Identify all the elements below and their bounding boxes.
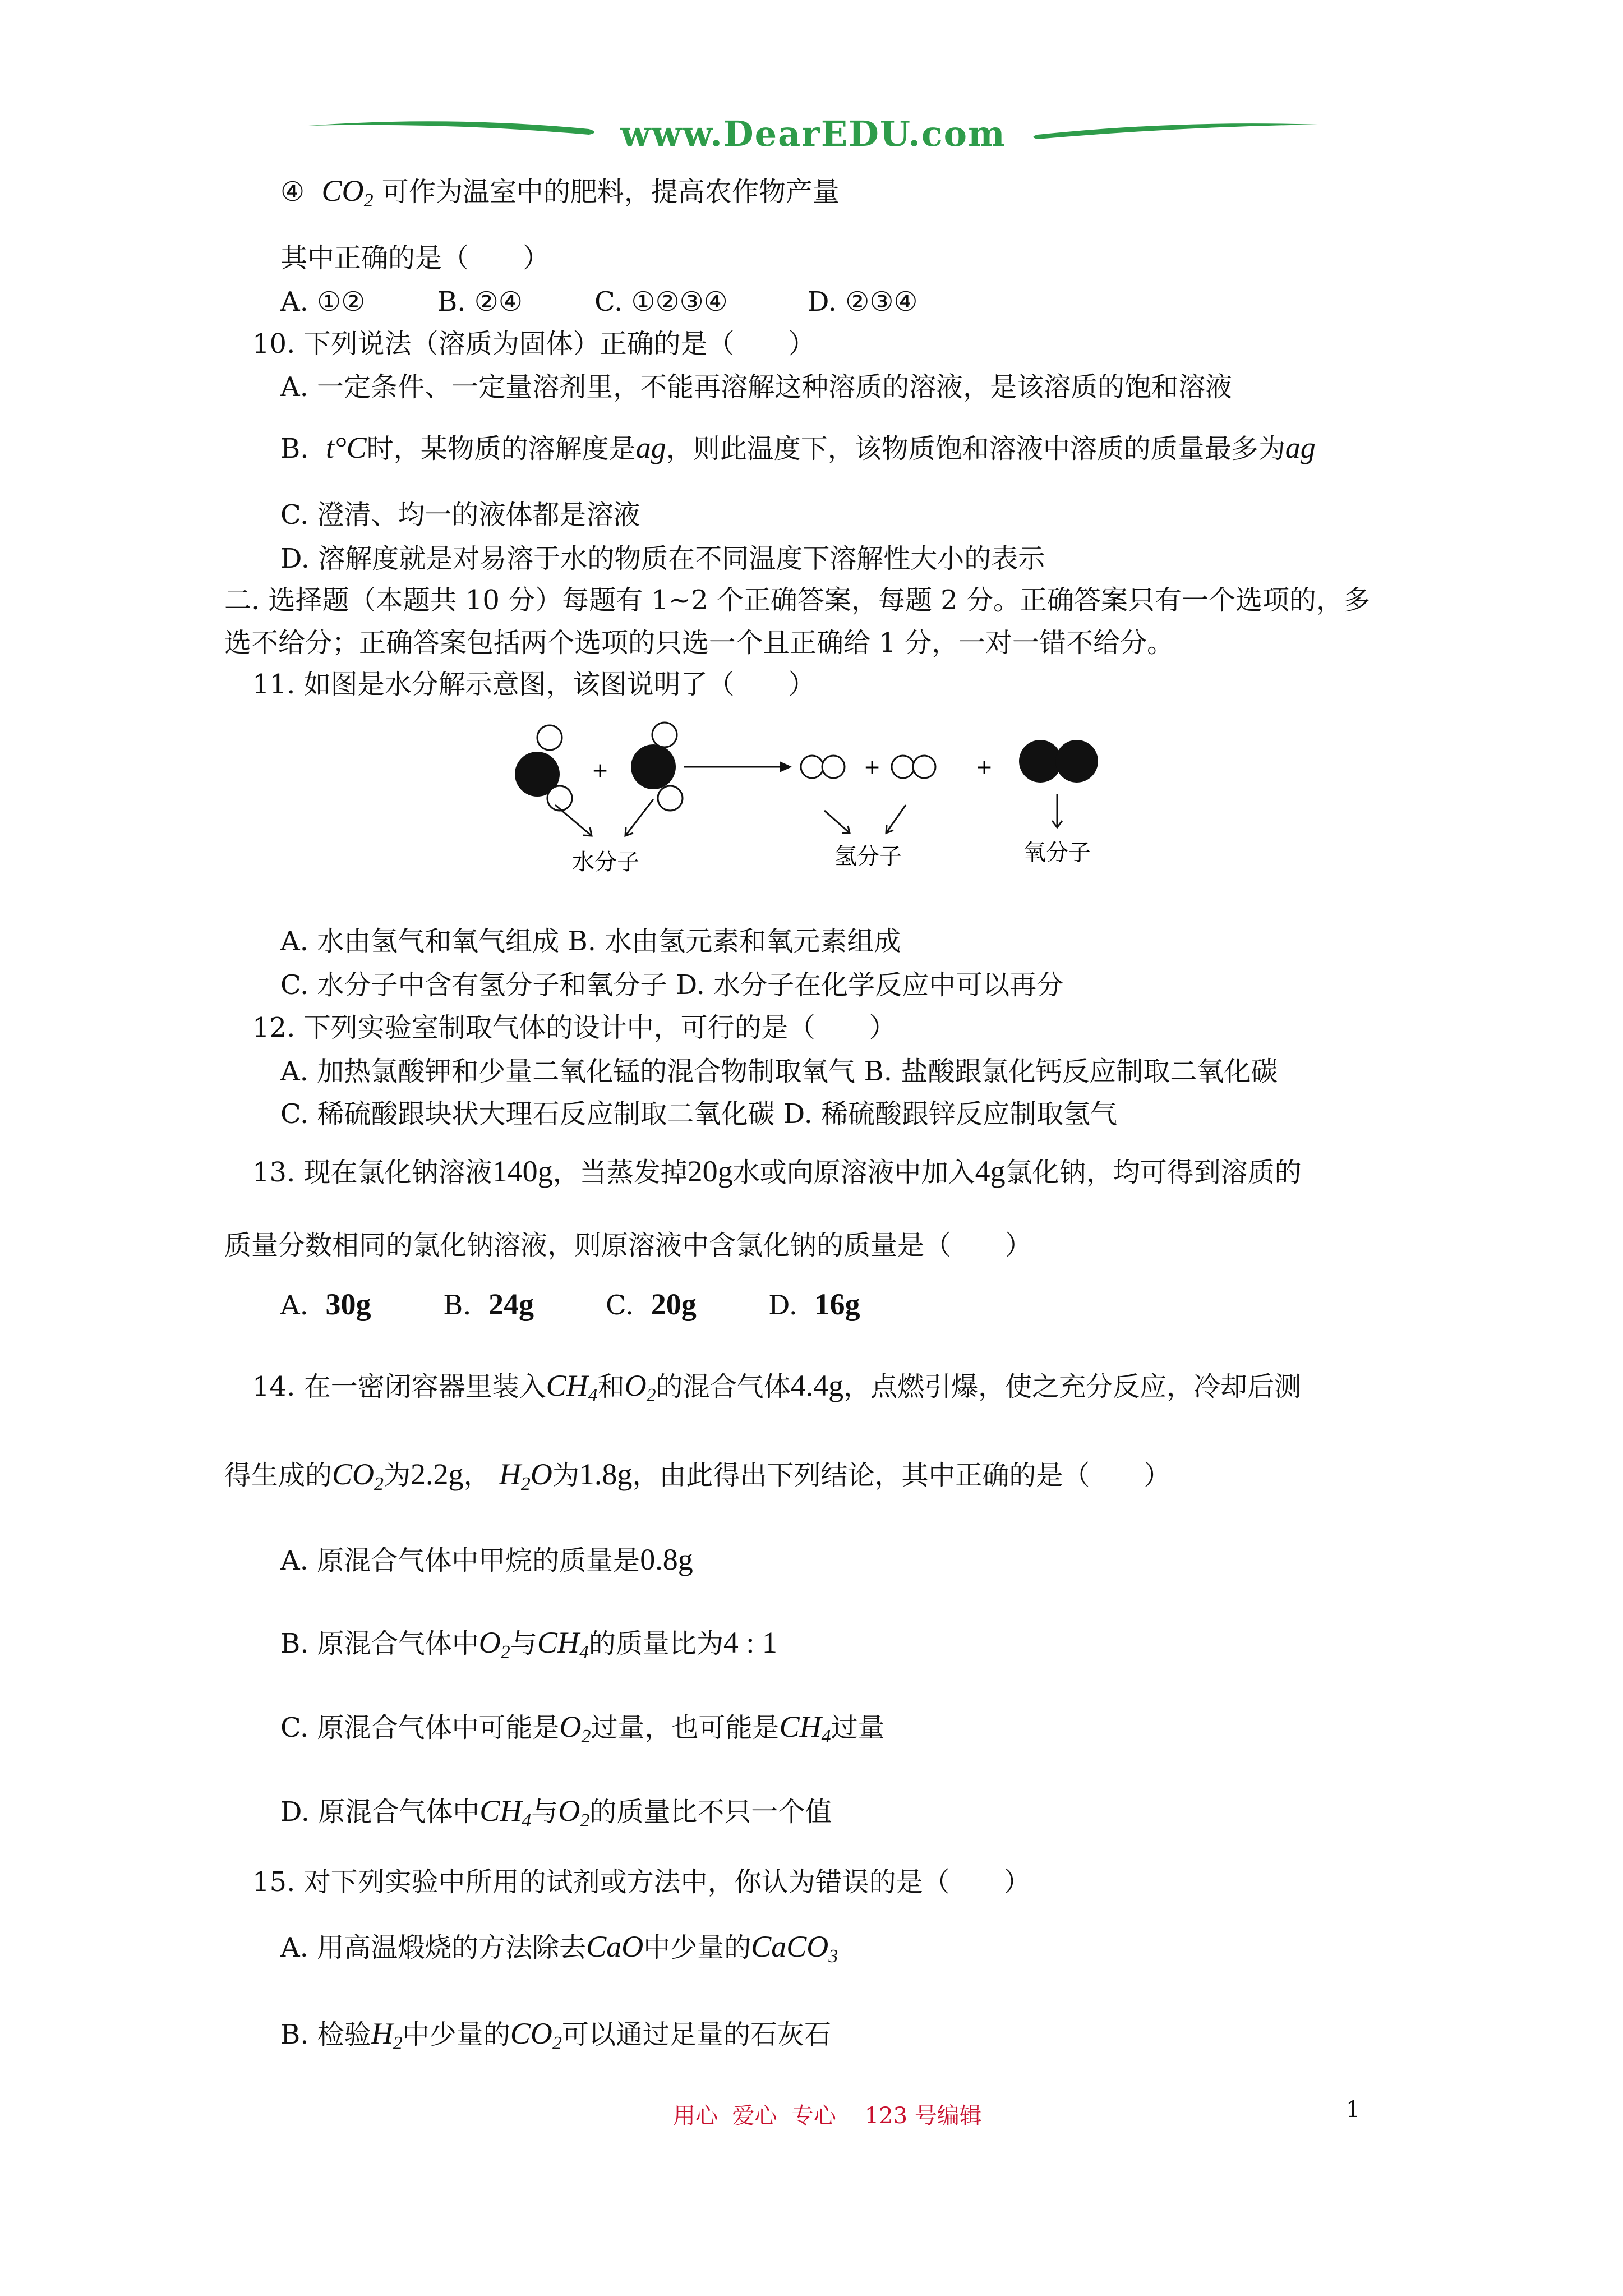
q9-option-a: A. ①② xyxy=(280,286,366,318)
q12-stem: 12. 下列实验室制取气体的设计中，可行的是（ ） xyxy=(252,1012,896,1043)
plus-sign-3: + xyxy=(976,756,993,779)
page-number: 1 xyxy=(1346,2097,1361,2123)
q10-option-b: B. t°C时，某物质的溶解度是ag，则此温度下，该物质饱和溶液中溶质的质量最多为ag xyxy=(280,431,1316,464)
q10-stem: 10. 下列说法（溶质为固体）正确的是（ ） xyxy=(252,328,815,360)
q9-item4 xyxy=(280,174,840,218)
formula-co2: $CO_2$ xyxy=(321,174,374,211)
reaction-arrow xyxy=(684,761,792,772)
q14-stem-line2: 得生成的$CO_2$为2.2g， $H_2O$为1.8g，由此得出下列结论，其中正确的是（ ） xyxy=(224,1457,1171,1494)
q13-option-d: D. 16g xyxy=(768,1287,860,1321)
q9-option-c: C. ①②③④ xyxy=(594,286,728,318)
q11-options-ab: A. 水由氢气和氧气组成 B. 水由氢元素和氧元素组成 xyxy=(280,926,901,957)
q14-stem-line1: 14. 在一密闭容器里装入$CH_4$和$O_2$的混合气体4.4g，点燃引爆，使之充分反应，冷却后测 xyxy=(252,1369,1302,1406)
water-molecule-1 xyxy=(515,725,572,811)
q10-option-a: A. 一定条件、一定量溶剂里，不能再溶解这种溶质的溶液，是该溶质的饱和溶液 xyxy=(280,371,1233,403)
q15-option-a: A. 用高温煅烧的方法除去CaO中少量的CaCO$_3$ xyxy=(280,1930,838,1967)
q9-item4-marker: ④ xyxy=(280,176,305,208)
plus-sign-2: + xyxy=(864,756,881,779)
plus-sign-1: + xyxy=(592,759,609,782)
q15-option-b: B. 检验$H_2$中少量的$CO_2$可以通过足量的石灰石 xyxy=(280,2017,831,2054)
q12-options-cd: C. 稀硫酸跟块状大理石反应制取二氧化碳 D. 稀硫酸跟锌反应制取氢气 xyxy=(280,1098,1118,1130)
site-header xyxy=(308,110,1318,160)
q9-options xyxy=(280,285,917,319)
label-hydrogen-molecule: 氢分子 xyxy=(834,844,902,869)
q14-option-b: B. 原混合气体中$O_2$与$CH_4$的质量比为4 : 1 xyxy=(280,1626,777,1663)
hydrogen-pointer-arrows xyxy=(824,805,906,833)
q12-options-ab: A. 加热氯酸钾和少量二氧化锰的混合物制取氧气 B. 盐酸跟氯化钙反应制取二氧化碳 xyxy=(280,1056,1278,1087)
q13-stem-line1: 13. 现在氯化钠溶液140g，当蒸发掉20g水或向原溶液中加入4g氯化钠，均可得到溶质的 xyxy=(252,1154,1302,1188)
section2-instructions-2: 选不给分；正确答案包括两个选项的只选一个且正确给 1 分，一对一错不给分。 xyxy=(224,627,1174,659)
q13-options xyxy=(280,1287,860,1322)
q11-options-cd: C. 水分子中含有氢分子和氧分子 D. 水分子在化学反应中可以再分 xyxy=(280,969,1064,1001)
label-oxygen-molecule: 氧分子 xyxy=(1023,840,1091,866)
q13-option-b: B. 24g xyxy=(443,1287,534,1321)
hydrogen-molecule-2 xyxy=(892,756,935,778)
q13-option-a: A. 30g xyxy=(280,1287,371,1321)
label-water-molecule: 水分子 xyxy=(572,849,639,875)
q9-prompt: 其中正确的是（ ） xyxy=(280,242,550,274)
section2-instructions-1: 二. 选择题（本题共 10 分）每题有 1~2 个正确答案，每题 2 分。正确答案只有一个选项的，多 xyxy=(224,585,1370,616)
hydrogen-molecule-1 xyxy=(801,756,845,778)
q10-option-d: D. 溶解度就是对易溶于水的物质在不同温度下溶解性大小的表示 xyxy=(280,543,1045,574)
footer-text: 用心 爱心 专心 123 号编辑 xyxy=(673,2103,982,2129)
q11-stem: 11. 如图是水分解示意图，该图说明了（ ） xyxy=(252,669,815,700)
q10-option-c: C. 澄清、均一的液体都是溶液 xyxy=(280,499,640,531)
q9-option-d: D. ②③④ xyxy=(808,286,918,318)
water-molecule-2 xyxy=(631,723,683,811)
site-url[interactable]: www.DearEDU.com xyxy=(620,113,1006,154)
oxygen-molecule xyxy=(1019,740,1098,783)
q9-item4-text: 可作为温室中的肥料，提高农作物产量 xyxy=(381,176,840,208)
temperature-symbol: t°C xyxy=(326,431,367,464)
q14-option-c: C. 原混合气体中可能是$O_2$过量，也可能是$CH_4$过量 xyxy=(280,1710,885,1747)
q9-option-b: B. ②④ xyxy=(437,286,523,318)
q13-option-c: C. 20g xyxy=(606,1287,697,1321)
oxygen-pointer-arrow xyxy=(1052,794,1062,827)
q13-stem-line2: 质量分数相同的氯化钠溶液，则原溶液中含氯化钠的质量是（ ） xyxy=(224,1230,1032,1261)
water-decomposition-diagram xyxy=(494,715,1127,884)
q15-stem: 15. 对下列实验中所用的试剂或方法中，你认为错误的是（ ） xyxy=(252,1866,1031,1898)
q14-option-d: D. 原混合气体中$CH_4$与$O_2$的质量比不只一个值 xyxy=(280,1794,832,1831)
q14-option-a: A. 原混合气体中甲烷的质量是0.8g xyxy=(280,1543,693,1576)
